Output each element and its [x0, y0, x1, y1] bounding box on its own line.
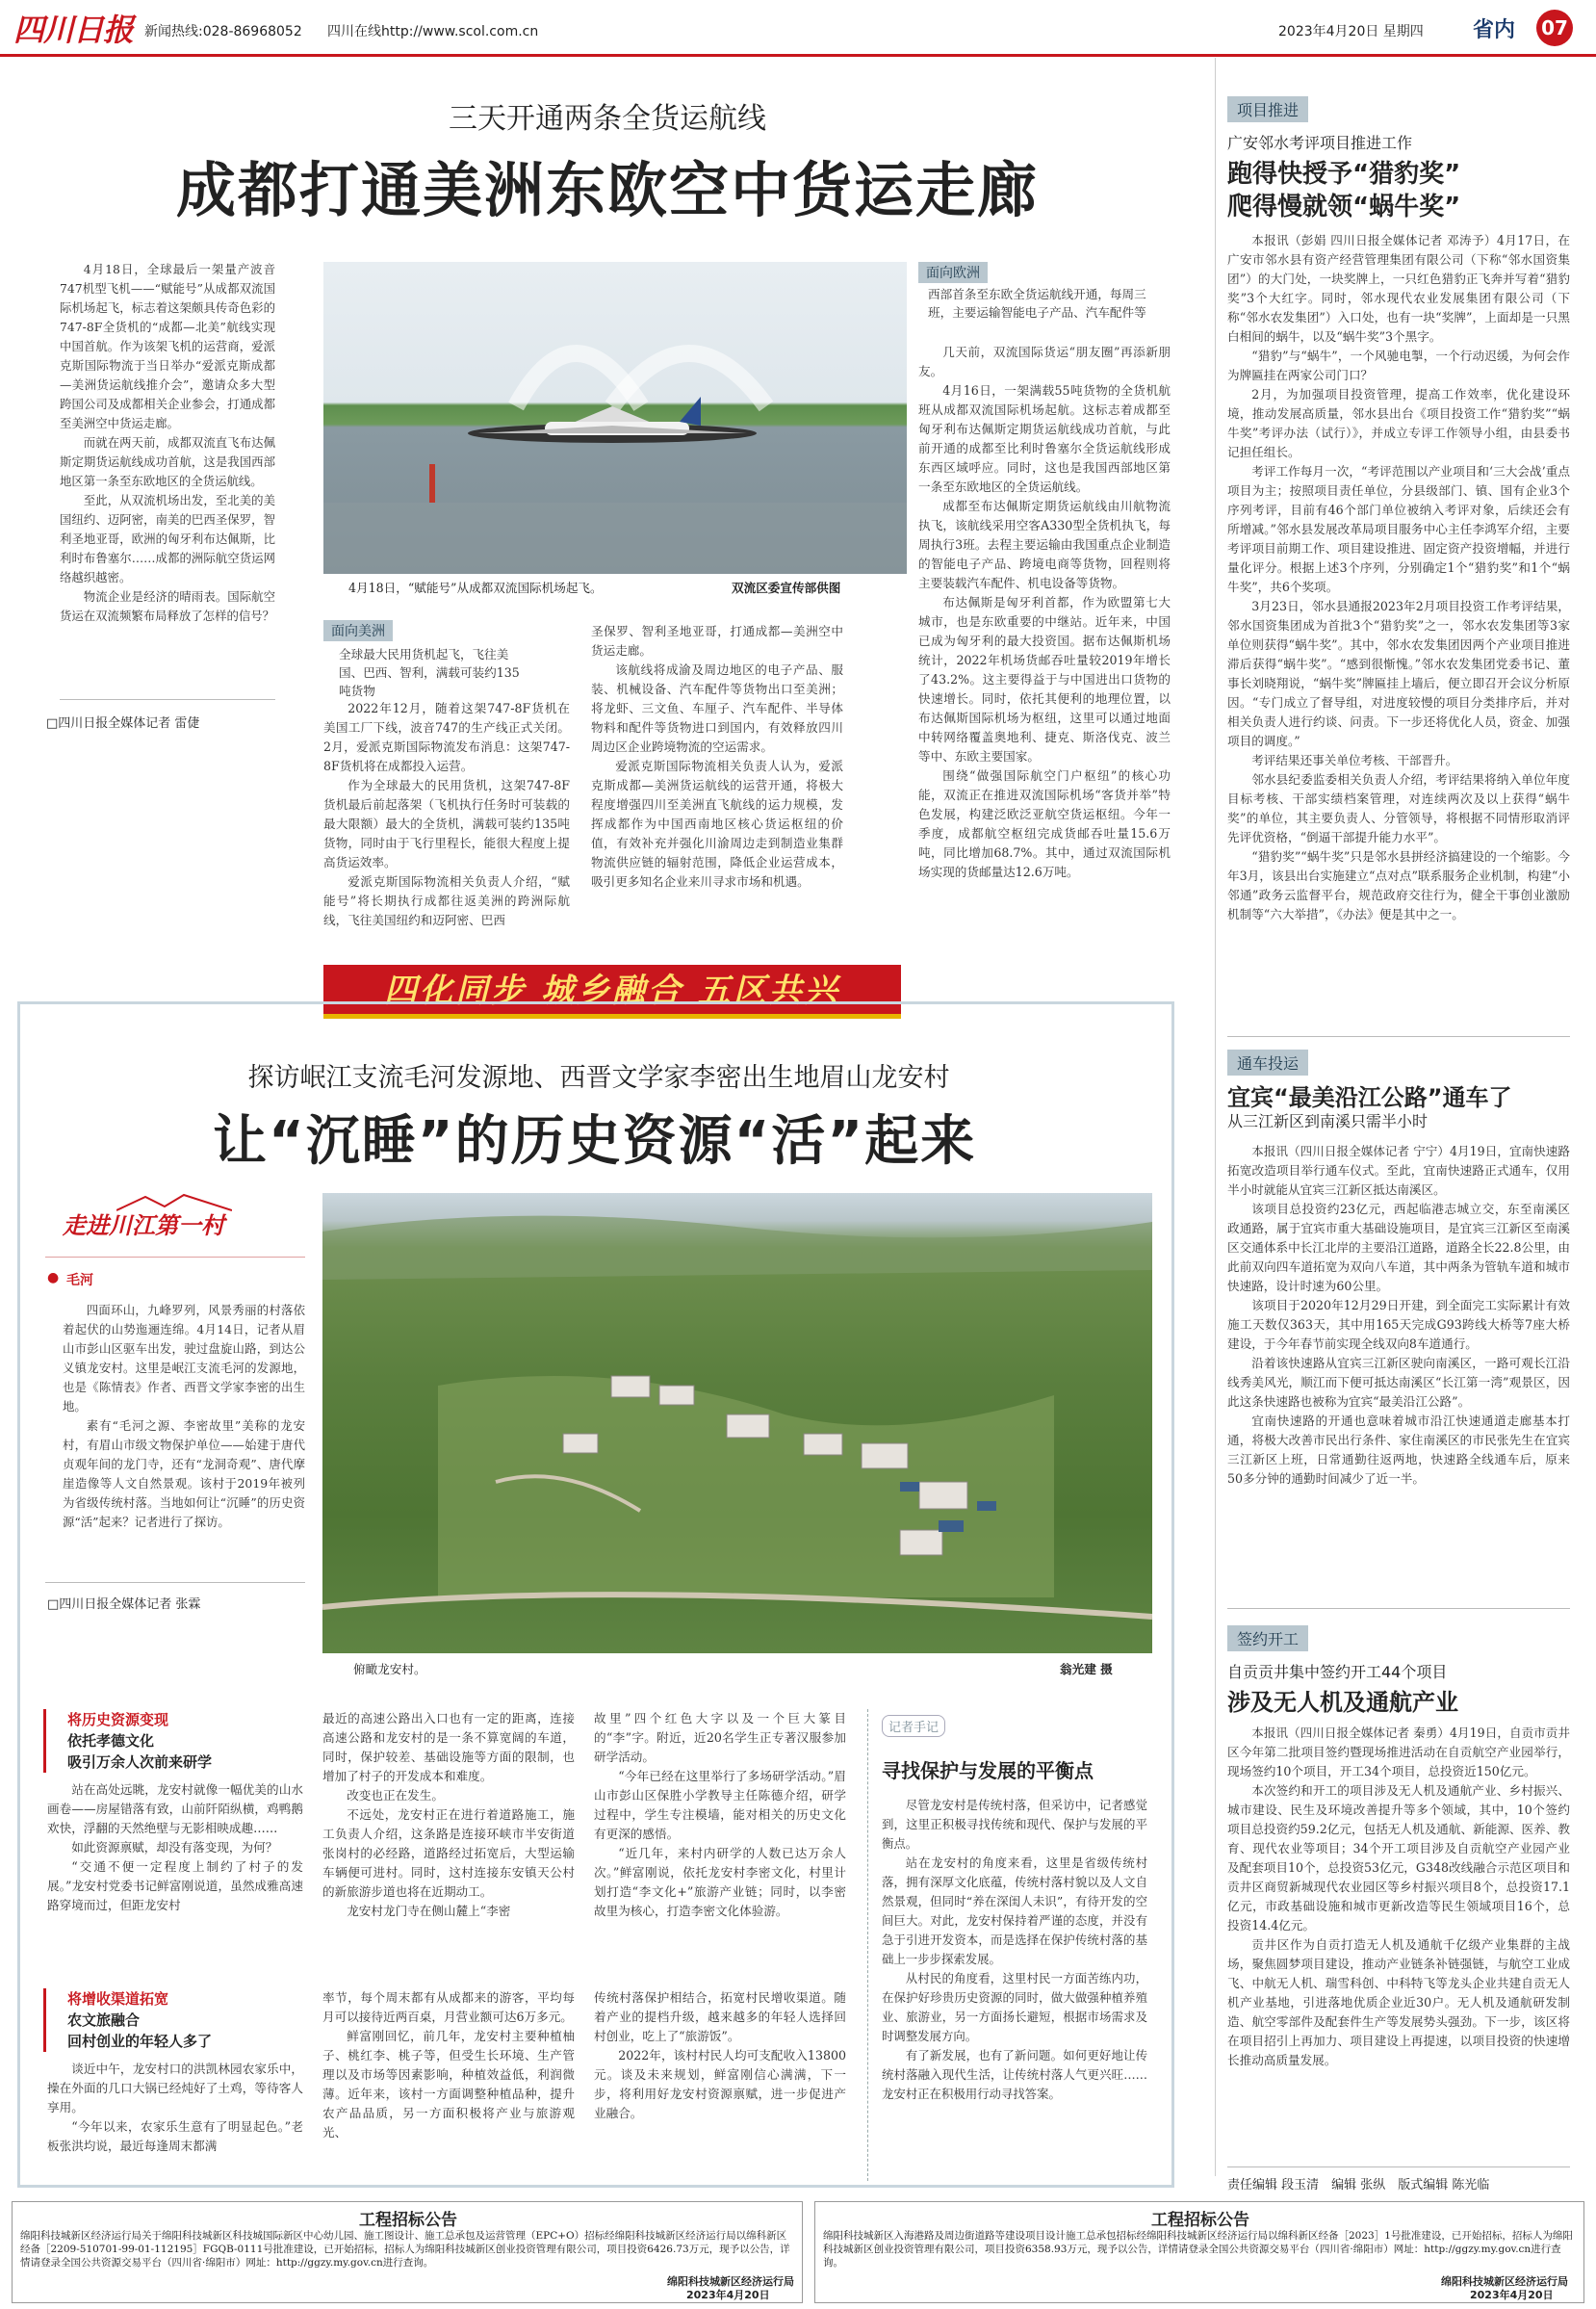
paragraph: 不远处，龙安村正在进行着道路施工，施工负责人介绍，这条路是连接环峡市半安街道张岗村的必经路，道路经过拓宽后，大型运输车辆便可进村。同时，这村连接东安镇天公村的新旅游步道也将在近期动工。: [322, 1807, 575, 1899]
lead-paragraph: 至此，从双流机场出发，至北美的美国纽约、迈阿密，南美的巴西圣保罗，智利圣地亚哥，欧洲的匈牙利布达佩斯，比利时布鲁塞尔……成都的洲际航空货运网络越织越密。: [60, 493, 275, 584]
divider: [45, 1582, 305, 1583]
masthead: [0, 0, 1596, 54]
lead-paragraph: 4月18日，全球最后一架量产波音747机型飞机——“赋能号”从成都双流国际机场起飞，标志着这架颇具传奇色彩的747-8F全货机的“成都—北美”航线实现中国首航。作为该架飞机的运营商，爱派克斯国际物流于当日举办“爱派克斯成都—美洲货运航线推介会”，邀请众多大型跨国公司及成都相关企业参会，打通成都至美洲空中货运走廊。: [60, 262, 275, 430]
paragraph: 本次签约和开工的项目涉及无人机及通航产业、乡村振兴、城市建设、民生及环境改善提升等多个领域，其中，10个签约项目总投资约59.2亿元，包括无人机及通航、新能源、医养、教育、现代农业等项目；34个开工项目涉及自贡航空产业园产业及配套项目10个，总投资53亿元，G348改线融合示范区项目和贡井区商贸新城现代农业园区等乡村振兴项目8个，总投资17.1亿元，市政基础设施和城市更新改造等民生领域项目16个，总投资14.4亿元。: [1227, 1783, 1570, 1933]
header-rule: [0, 54, 1596, 57]
a2-photo-caption: 俯瞰龙安村。: [353, 1662, 426, 1676]
footer-ad-left: [12, 2201, 803, 2303]
notes-tag: 记者手记: [882, 1715, 945, 1737]
reporter-notes-box: [867, 1709, 1154, 2181]
a2-headline: 让“沉睡”的历史资源“活”起来: [213, 1110, 977, 1173]
paragraph: 站在高处远眺，龙安村就像一幅优美的山水画卷——房屋错落有致，山前阡陌纵横，鸡鸭鹅欢快，浮翻的天然绝壁与无影相映成趣……: [47, 1782, 303, 1835]
a1-col1: [323, 699, 570, 969]
notes-body: [882, 1796, 1147, 2177]
paragraph: 该项目总投资约23亿元，西起临港志城立交，东至南溪区政通路，属于宜宾市重大基础设施项目，是宜宾三江新区至南溪区交通体系中长江北岸的主要沿江道路，道路全长22.8公里，由此前双向四车道拓宽为双向八车道，其中两条为管轨车道和城市快速路，设计时速为60公里。: [1227, 1202, 1570, 1293]
paragraph: 如此资源禀赋，却没有落变现，为何？: [71, 1840, 278, 1855]
a1-kicker: 三天开通两条全货运航线: [449, 102, 766, 136]
a2-kicker: 探访岷江支流毛河发源地、西晋文学家李密出生地眉山龙安村: [247, 1063, 950, 1093]
a1-photo-caption: 4月18日，“赋能号”从成都双流国际机场起飞。: [348, 581, 603, 595]
paragraph: 作为全球最大的民用货机，这架747-8F货机最后前起落架（飞机执行任务时可装载的最大限额）最大的全货机，满载可装约135吨货物，同时由于飞行里程长，能很大程度上提高货运效率。: [323, 778, 570, 869]
divider: [1227, 1608, 1570, 1609]
paragraph: 改变也正在发生。: [347, 1788, 444, 1803]
a2-col1: [47, 1780, 303, 1992]
paragraph: 本报讯（四川日报全媒体记者 宁宁）4月19日，宜南快速路拓宽改造项目举行通车仪式。至此，宜南快速路正式通车，仅用半小时就能从宜宾三江新区抵达南溪区。: [1227, 1144, 1570, 1197]
r2-tag: 通车投运: [1227, 1050, 1308, 1076]
a2-place: 毛河: [66, 1273, 93, 1288]
paragraph: 考评工作每月一次，“考评范围以产业项目和‘三大会战’重点项目为主；按照项目责任单位，分县级部门、镇、国有企业3个序列考评，目前有46个部门单位被纳入考评对象，后续还会有所增减。”邻水县发展改革局项目服务中心主任李鸿军介绍，主要考评项目前期工作、项目建设推进、固定资产投资增幅，并进行量化评分。根据上述3个序列，分别确定1个“猎豹奖”和1个“蜗牛奖”，共6个奖项。: [1227, 464, 1570, 594]
r1-tag: 项目推进: [1227, 96, 1308, 122]
airplane-scene: [323, 262, 907, 574]
ad-title: 工程招标公告: [1151, 2211, 1249, 2230]
divider: [1227, 1036, 1570, 1037]
r1-body: [1227, 231, 1570, 1078]
section-name: 省内: [1473, 18, 1516, 42]
r1-title-line: 跑得快授予“猎豹奖”: [1227, 160, 1461, 189]
banner-text: 四化同步 城乡融合 五区共兴: [384, 972, 840, 1010]
article-village-box: [17, 1001, 1174, 2188]
a2-col3b: [594, 1988, 846, 2181]
paragraph: 成都至布达佩斯定期货运航线由川航物流执飞，该航线采用空客A330型全货机执飞，每周执行3班。去程主要运输由我国重点企业制造的智能电子产品、跨境电商等货物，回程则将主要装载汽车配件、机电设备等货物。: [918, 499, 1171, 590]
paragraph: “近几年，来村内研学的人数已达万余人次。”鲜富刚说，依托龙安村李密文化，村里计划打造“李文化+”旅游产业链；同时，以李密故里为核心，打造李密文化体验游。: [594, 1846, 846, 1918]
a2-section1-head: [43, 1709, 303, 1773]
paragraph: 该航线将成渝及周边地区的电子产品、服装、机械设备、汽车配件等货物出口至美洲；将龙虾、三文鱼、车厘子、汽车配件、半导体物料和配件等货物进口到国内，有效释放四川周边区企业跨境物流的空运需求。: [591, 662, 843, 754]
a1-headline: 成都打通美洲东欧空中货运走廊: [175, 155, 1039, 225]
mountain-decoration-icon: [116, 1193, 232, 1212]
website[interactable]: 四川在线http://www.scol.com.cn: [327, 24, 539, 39]
r3-body: [1227, 1724, 1570, 2128]
ad-text: 绵阳科技城新区经济运行局关于绵阳科技城新区科技城国际新区中心幼儿园、施工图设计、施工总承包及运营管理（EPC+O）招标经绵阳科技城新区经济运行局以绵科新区经备［2209-510701-99-01-112195］FGQB-0111号批准建设，已开始招标，招标人为绵阳科技城新区创业投资管理有限公司，项目投资6426.73万元，现予以公告，详情请登录全国公共资源交易平台（四川省·绵阳市）网址：http://ggzy.my.gov.cn进行查询。: [20, 2230, 790, 2269]
a1-subhead-europe: 面向欧洲: [918, 262, 988, 283]
lead-paragraph: 四面环山，九峰罗列，风景秀丽的村落依着起伏的山势迤逦连绵。4月14日，记者从眉山市彭山区驱车出发，驶过盘旋山路，到达公义镇龙安村。这里是岷江支流毛河的发源地，也是《陈情表》作者、西晋文学家李密的出生地。: [63, 1303, 305, 1414]
paragraph: “交通不便一定程度上制约了村子的发展。”龙安村党委书记鲜富刚说道，虽然成雅高速路穿境而过，但距龙安村: [47, 1859, 303, 1912]
r3-tag: 签约开工: [1227, 1625, 1308, 1651]
ad-date: 2023年4月20日: [1470, 2289, 1554, 2301]
a1-subhead-america: 面向美洲: [323, 620, 393, 641]
a2-col2: [322, 1709, 575, 1979]
notes-title: 寻找保护与发展的平衡点: [882, 1759, 1094, 1782]
paragraph: 本报讯（彭娟 四川日报全媒体记者 邓涛予）4月17日，在广安市邻水县有资产经营管理集团有限公司（下称“邻水国资集团”）的大门处，一块奖牌上，一只红色猎豹正飞奔并写着“猎豹奖”3个大红字。同时，邻水现代农业发展集团有限公司（下称“邻水农发集团”）入口处，也有一块“奖牌”，上面却是一只黑白相间的蜗牛，以及“蜗牛奖”3个黑字。: [1227, 233, 1570, 344]
page-number: 07: [1536, 10, 1573, 46]
section-head-line: 吸引万余人次前来研学: [67, 1753, 213, 1771]
paragraph: 4月16日，一架满载55吨货物的全货机航班从成都双流国际机场起航。这标志着成都至匈牙利布达佩斯定期货运航线成功首航，与此前开通的成都至比利时鲁塞尔全货运航线形成东西区域呼应。同时，这也是我国西部地区第一条至东欧地区的全货运航线。: [918, 383, 1171, 494]
paragraph: 传统村落保护相结合，拓宽村民增收渠道。随着产业的提档升级，越来越多的年轻人选择回村创业，吃上了“旅游饭”。: [594, 1990, 846, 2043]
paragraph: 圣保罗、智利圣地亚哥，打通成都—美洲空中货运走廊。: [591, 624, 843, 658]
paragraph: 贡井区作为自贡打造无人机及通航千亿级产业集群的主战场，聚焦圆梦项目建设，推动产业链条补链强链，与航空工业成飞、中航无人机、瑞雪科创、中科特飞等龙头企业共建自贡无人机产业基地，引进落地优质企业近30户。无人机及通航研发制造、航空零部件及配套件生产等发展势头强劲。下一步，该区将在项目招引上再加力、项目建设上再提速，以项目投资的快速增长推动高质量发展。: [1227, 1937, 1570, 2067]
section-head-line: 将历史资源变现: [67, 1711, 169, 1728]
paragraph: “猎豹”与“蜗牛”，一个风驰电掣，一个行动迟缓，为何会作为牌匾挂在两家公司门口？: [1227, 349, 1570, 382]
paragraph: 率节，每个周末都有从成都来的游客，平均每月可以接待近两百桌，月营业额可达6万多元。: [322, 1990, 575, 2024]
location-pin-icon: ●: [47, 1270, 60, 1285]
divider: [45, 1257, 305, 1258]
r2-deck: 从三江新区到南溪只需半小时: [1227, 1112, 1429, 1130]
ad-signature: 绵阳科技城新区经济运行局: [667, 2275, 794, 2288]
r1-title-line: 爬得慢就领“蜗牛奖”: [1227, 193, 1461, 221]
paragraph: 该项目于2020年12月29日开建，到全面完工实际累计有效施工天数仅363天，其中用165天完成G93跨线大桥等7座大桥建设，于今年春节前实现全线双向8车道通行。: [1227, 1298, 1570, 1351]
ad-signature: 绵阳科技城新区经济运行局: [1441, 2275, 1568, 2288]
r2-body: [1227, 1142, 1570, 1633]
paragraph: 鲜富刚回忆，前几年，龙安村主要种植柚子、桃红李、桃子等，但受生长环境、生产管理以及市场等因素影响，种植效益低，利润微薄。近年来，该村一方面调整种植品种，提升农产品品质，另一方面积极将产业与旅游观光、: [322, 2029, 575, 2140]
hotline: 新闻热线:028-86968052: [144, 24, 302, 39]
a2-col1b: [47, 2060, 303, 2181]
paragraph: 爱派克斯国际物流相关负责人认为，爱派克斯成都—美洲货运航线的运营开通，将极大程度增强四川至美洲直飞航线的运力规模，发挥成都作为中国西南地区核心货运枢纽的价值，有效补充并强化川渝周边走到制造业集群物流供应链的辐射范围，降低企业运营成本，吸引更多知名企业来川寻求市场和机遇。: [591, 759, 843, 889]
paragraph: 宜南快速路的开通也意味着城市沿江快速通道走廊基本打通，将极大改善市民出行条件、家住南溪区的市民张先生在宜宾三江新区上班，日常通勤往返两地，快速路全线通车后，原来50多分钟的通勤时间减少了近一半。: [1227, 1414, 1570, 1486]
a1-lead: [60, 260, 275, 703]
a2-col3: [594, 1709, 846, 1979]
a2-byline: □四川日报全媒体记者 张霖: [47, 1597, 201, 1612]
footer-ad-right: [814, 2201, 1584, 2303]
r1-kicker: 广安邻水考评项目推进工作: [1227, 134, 1413, 152]
paragraph: 2022年，该村村民人均可支配收入13800元。谈及未来规划，鲜富刚信心满满，下一步，将利用好龙安村资源禀赋，进一步促进产业融合。: [594, 2048, 846, 2120]
village-scene: [322, 1193, 1152, 1653]
r2-title: 宜宾“最美沿江公路”通车了: [1227, 1084, 1512, 1111]
paragraph: 2月，为加强项目投资管理，提高工作效率，优化建设环境，推动发展高质量，邻水县出台《项目投资工作“猎豹奖”“蜗牛奖”考评办法（试行）》，并成立专评工作领导小组，由县委书记担任组长。: [1227, 387, 1570, 459]
article-cargo: [0, 58, 1215, 963]
a2-lead: [63, 1301, 305, 1599]
section-head-line: 将增收渠道拓宽: [67, 1990, 169, 2008]
paragraph: “猎豹奖”“蜗牛奖”只是邻水县拼经济搞建设的一个缩影。今年3月，该县出台实施建立“点对点”联系服务企业机制，构建“小邻通”政务云监督平台，规范政府交往行为，健全干事创业激励机制等“六大举措”，《办法》便是其中之一。: [1227, 849, 1570, 921]
issue-date: 2023年4月20日 星期四: [1278, 24, 1424, 39]
paragraph: 站在龙安村的角度来看，这里是省级传统村落，拥有深厚文化底蕴，传统村落村貌以及人文自然景观，但同时“养在深闺人未识”，有待开发的空间巨大。对此，龙安村保持着严谨的态度，并没有急于引进开发资本，而是选择在保护传统村落的基础上一步步探索发展。: [882, 1855, 1147, 1966]
lead-paragraph: 物流企业是经济的晴雨表。国际航空货运在双流频繁布局释放了怎样的信号？: [60, 589, 275, 623]
sidebar-right: [1215, 58, 1581, 2192]
paragraph: 龙安村龙门寺在侧山麓上“李密: [347, 1904, 511, 1918]
divider: [1227, 2166, 1570, 2167]
paragraph: 本报讯（四川日报全媒体记者 秦勇）4月19日，自贡市贡井区今年第二批项目签约暨现场推进活动在自贡航空产业园举行，现场签约10个项目，开工34个项目，总投资近150亿元。: [1227, 1725, 1570, 1778]
paragraph: 谈近中午，龙安村口的洪凯林园农家乐中，操在外面的几口大锅已经炖好了土鸡，等待客人享用。: [47, 2062, 303, 2114]
paragraph: 几天前，双流国际货运“朋友圈”再添新朋友。: [918, 345, 1171, 378]
paragraph: 考评结果还事关单位考核、干部晋升。: [1251, 753, 1458, 767]
r3-title: 涉及无人机及通航产业: [1227, 1689, 1458, 1716]
section-head-line: 回村创业的年轻人多了: [67, 2033, 213, 2050]
a2-section2-head: [43, 1988, 303, 2052]
a1-subhead-deck-europe: 西部首条至东欧全货运航线开通，每周三班，主要运输智能电子产品、汽车配件等: [928, 287, 1146, 320]
a1-photo-credit: 双流区委宣传部供图: [732, 581, 841, 595]
a1-byline: □四川日报全媒体记者 雷倢: [46, 716, 200, 731]
editor-credits: 责任编辑 段玉清 编辑 张纵 版式编辑 陈光临: [1227, 2178, 1490, 2192]
paragraph: 有了新发展，也有了新问题。如何更好地让传统村落融入现代生活，让传统村落人气更兴旺……龙安村正在积极用行动寻找答案。: [882, 2048, 1147, 2101]
a2-column-logo: 走进川江第一村: [63, 1211, 224, 1239]
r3-kicker: 自贡贡井集中签约开工44个项目: [1227, 1663, 1448, 1681]
newspaper-logo: 四川日报: [13, 12, 134, 48]
paragraph: 3月23日，邻水县通报2023年2月项目投资工作考评结果，邻水国资集团成为首批3个“猎豹奖”之一，邻水农发集团等3家单位则获得“蜗牛奖”。其中，邻水农发集团因两个产业项目推进滞后获得“蜗牛奖”。“感到很惭愧。”邻水农发集团党委书记、董事长刘晓翔说，“蜗牛奖”牌匾挂上墙后，便立即召开会议分析原因。“专门成立了督导组，对进度较慢的项目分类排序后，并对相关负责人进行约谈、问责。下一步还将优化人员，资金、加强项目的调度。”: [1227, 599, 1570, 748]
paragraph: 故里”四个红色大字以及一个巨大篆目的“李”字。附近，近20名学生正专著汉服参加研学活动。: [594, 1711, 846, 1764]
paragraph: 从村民的角度看，这里村民一方面苦练内功，在保护好珍贵历史资源的同时，做大做强种植养殖业、旅游业，另一方面扬长避短，根据市场需求及时调整发展方向。: [882, 1971, 1147, 2043]
ad-text: 绵阳科技城新区入海港路及周边街道路等建设项目设计施工总承包招标经绵阳科技城新区经济运行局以绵科新区经备［2023］1号批准建设，已开始招标，招标人为绵阳科技城新区创业投资管理有限公司，项目投资6358.93万元，现予以公告，详情请登录全国公共资源交易平台（四川省·绵阳市）网址：http://ggzy.my.gov.cn进行查询。: [823, 2230, 1573, 2269]
a2-col2b: [322, 1988, 575, 2181]
lead-paragraph: 素有“毛河之源、李密故里”美称的龙安村，有眉山市级文物保护单位——始建于唐代贞观年间的龙门寺，还有“龙洞奇观”、唐代摩崖造像等人文自然景观。该村于2019年被列为省级传统村落。当地如何让“沉睡”的历史资源“活”起来？记者进行了探访。: [63, 1418, 305, 1529]
lead-paragraph: 而就在两天前，成都双流直飞布达佩斯定期货运航线成功首航，这是我国西部地区第一条至东欧地区的全货运航线。: [60, 435, 275, 488]
a1-subhead-deck: 全球最大民用货机起飞，飞往美国、巴西、智利，满载可装约135吨货物: [339, 647, 520, 698]
paragraph: 邻水县纪委监委相关负责人介绍，考评结果将纳入单位年度目标考核、干部实绩档案管理，对连续两次及以上获得“蜗牛奖”的单位，其主要负责人、分管领导，将根据不同情形取消评先评优资格，“倒逼干部提升能力水平”。: [1227, 772, 1570, 844]
paragraph: “今年以来，农家乐生意有了明显起色。”老板张洪均说，最近每逢周末都满: [47, 2119, 303, 2153]
a2-photo-village: [322, 1193, 1152, 1653]
section-head-line: 农文旅融合: [67, 2011, 141, 2029]
a1-photo-airplane: [323, 262, 907, 574]
divider: [60, 699, 275, 700]
paragraph: 尽管龙安村是传统村落，但采访中，记者感觉到，这里正积极寻找传统和现代、保护与发展的平衡点。: [882, 1798, 1147, 1851]
ad-title: 工程招标公告: [359, 2211, 457, 2230]
a1-col3: [918, 343, 1171, 969]
paragraph: “今年已经在这里举行了多场研学活动。”眉山市彭山区保胜小学教导主任陈德介绍，研学过程中，学生专注模墙，能对相关的历史文化有更深的感悟。: [594, 1769, 846, 1841]
ad-date: 2023年4月20日: [686, 2289, 770, 2301]
a2-photo-credit: 翁光建 摄: [1060, 1662, 1113, 1676]
paragraph: 2022年12月，随着这架747-8F货机在美国工厂下线，波音747的生产线正式关闭。2月，爱派克斯国际物流发布消息：这架747-8F货机将在成都投入运营。: [323, 701, 570, 773]
section-head-line: 依托孝德文化: [67, 1732, 155, 1750]
paragraph: 爱派克斯国际物流相关负责人介绍，“赋能号”将长期执行成都往返美洲的跨洲际航线，飞往美国纽约和迈阿密、巴西: [323, 874, 570, 927]
paragraph: 围绕“做强国际航空门户枢纽”的核心功能，双流正在推进双流国际机场“客货并举”特色发展，构建泛欧泛亚航空货运枢纽。今年一季度，成都航空枢纽完成货邮吞吐量15.6万吨，同比增加68.7%。其中，通过双流国际机场实现的货邮量达12.6万吨。: [918, 768, 1171, 879]
a1-col2: [591, 622, 843, 969]
paragraph: 最近的高速公路出入口也有一定的距离，连接高速公路和龙安村的是一条不算宽阔的车道，同时，保护较差、基础设施等方面的限制，也增加了村子的开发成本和难度。: [322, 1711, 575, 1783]
paragraph: 沿着该快速路从宜宾三江新区驶向南溪区，一路可观长江沿线秀美风光，顺江而下便可抵达南溪区“长江第一湾”观景区，因此这条快速路也被称为宜宾“最美沿江公路”。: [1227, 1356, 1570, 1409]
paragraph: 布达佩斯是匈牙利首都，作为欧盟第七大城市，也是东欧重要的中继站。近年来，中国已成为匈牙利的最大投资国。据布达佩斯机场统计，2022年机场货邮吞吐量较2019年增长了43.2%。这主要得益于与中国进出口货物的快速增长。同时，依托其便利的地理位置，以布达佩斯国际机场为枢纽，这里可以通过地面中转网络覆盖奥地利、捷克、斯洛伐克、波兰等中、东欧主要国家。: [918, 595, 1171, 764]
